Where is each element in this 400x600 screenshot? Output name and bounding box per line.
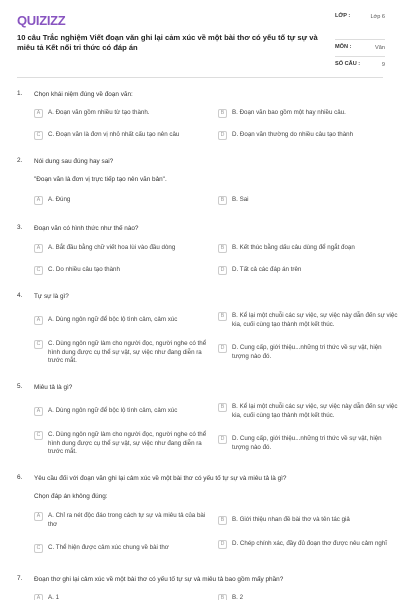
option-b[interactable] — [218, 516, 398, 525]
option-text: C. Thể hiện được cảm xúc chung về bài thơ — [48, 544, 169, 551]
option-a[interactable] — [34, 316, 214, 325]
option-letter: A — [34, 407, 43, 416]
question-text: Chọn khái niệm đúng về đoạn văn: — [34, 91, 133, 98]
option-text: A. Đoạn văn gồm nhiều từ tạo thành. — [48, 109, 150, 116]
question-count-value: 9 — [381, 62, 385, 68]
option-text: B. Sai — [232, 196, 249, 203]
option-text: D. Chép chính xác, đầy đủ đoạn thơ được nêu cảm nghĩ — [232, 540, 388, 547]
option-d[interactable] — [218, 540, 398, 549]
question-number: 7. — [17, 575, 23, 582]
subject-value: Văn — [375, 45, 385, 51]
option-b[interactable] — [218, 312, 398, 329]
option-c[interactable] — [34, 266, 214, 275]
grade-label: LỚP : — [335, 13, 351, 19]
grade-value: Lớp 6 — [370, 14, 385, 20]
option-letter: C — [34, 131, 43, 140]
option-a[interactable] — [34, 109, 214, 118]
option-letter: A — [34, 109, 43, 118]
option-text: A. Dùng ngôn ngữ để bộc lộ tình cảm, cảm xúc — [48, 407, 178, 414]
option-text: C. Do nhiều câu tạo thành — [48, 266, 120, 273]
worksheet-title: 10 câu Trắc nghiệm Viết đoạn văn ghi lại cảm xúc về một bài thơ có yếu tố tự sự và miêu tả Kết nối tri thức có đáp án — [17, 33, 318, 52]
question-number: 2. — [17, 157, 23, 164]
option-text: B. Kể lại một chuỗi các sự việc, sự việc này dẫn đến sự việc kia, cuối cùng tạo thành một kết thúc. — [232, 403, 398, 419]
option-d[interactable] — [218, 344, 398, 361]
option-text: D. Cung cấp, giới thiệu...những tri thức về sự vật, hiện tượng nào đó. — [232, 435, 382, 451]
option-letter: D — [218, 540, 227, 549]
question-subtext: "Đoạn văn là đơn vị trực tiếp tạo nên văn bản". — [34, 176, 167, 183]
option-letter: D — [218, 266, 227, 275]
option-text: D. Tất cả các đáp án trên — [232, 266, 302, 273]
option-d[interactable] — [218, 435, 398, 452]
option-b[interactable] — [218, 244, 398, 253]
option-letter: C — [34, 340, 43, 349]
question-text: Yêu cầu đối với đoạn văn ghi lại cảm xúc về một bài thơ có yếu tố tự sự và miêu tả là gì? — [34, 475, 287, 482]
question-number: 4. — [17, 292, 23, 299]
option-text: C. Đoạn văn là đơn vị nhỏ nhất cấu tạo nên câu — [48, 131, 180, 138]
option-letter: C — [34, 431, 43, 440]
option-c[interactable] — [34, 131, 214, 140]
option-a[interactable] — [34, 196, 214, 205]
quizizz-logo: QUIZIZZ — [17, 13, 66, 28]
option-b[interactable] — [218, 109, 398, 118]
question-subtext: Chọn đáp án không đúng: — [34, 493, 108, 500]
question-number: 1. — [17, 90, 23, 97]
option-text: D. Cung cấp, giới thiệu...những tri thức về sự vật, hiện tượng nào đó. — [232, 344, 382, 360]
option-text: A. 1 — [48, 594, 60, 600]
option-letter: A — [34, 316, 43, 325]
option-text: B. Kết thúc bằng dấu câu dùng để ngắt đoạn — [232, 244, 355, 251]
question-text: Đoạn thơ ghi lại cảm xúc về một bài thơ có yếu tố tự sự và miêu tả bao gồm mấy phần? — [34, 576, 284, 583]
option-a[interactable] — [34, 407, 214, 416]
option-d[interactable] — [218, 266, 398, 275]
question-number: 6. — [17, 474, 23, 481]
option-letter: D — [218, 131, 227, 140]
option-text: B. Giới thiệu nhan đề bài thơ và tên tác giả — [232, 516, 350, 523]
option-text: A. Chỉ ra nét độc đáo trong cách tự sự và miêu tả của bài thơ — [48, 512, 206, 528]
option-letter: D — [218, 344, 227, 353]
question-text: Miêu tả là gì? — [34, 384, 73, 391]
question-text: Đoạn văn có hình thức như thế nào? — [34, 225, 139, 232]
header-divider — [17, 77, 383, 78]
option-c[interactable] — [34, 340, 214, 366]
worksheet-meta — [335, 13, 385, 73]
option-letter: C — [34, 266, 43, 275]
option-a[interactable] — [34, 512, 214, 529]
subject-label: MÔN : — [335, 44, 352, 50]
option-letter: C — [34, 544, 43, 553]
question-number: 3. — [17, 224, 23, 231]
question-count-label: SỐ CÂU : — [335, 61, 361, 67]
option-text: A. Bắt đầu bằng chữ viết hoa lùi vào đầu dòng — [48, 244, 176, 251]
option-letter: B — [218, 196, 227, 205]
option-text: C. Dùng ngôn ngữ làm cho người đọc, người nghe có thể hình dung được cụ thể sự vật, sự việc như đang diễn ra trước mắt. — [48, 431, 207, 455]
option-text: B. 2 — [232, 594, 244, 600]
option-letter: A — [34, 196, 43, 205]
option-b[interactable] — [218, 196, 398, 205]
option-b[interactable] — [218, 594, 398, 600]
option-letter: A — [34, 244, 43, 253]
option-letter: B — [218, 594, 227, 600]
option-text: D. Đoạn văn thường do nhiều câu tạo thành — [232, 131, 354, 138]
option-text: A. Đúng — [48, 196, 71, 203]
option-letter: B — [218, 516, 227, 525]
option-a[interactable] — [34, 244, 214, 253]
option-d[interactable] — [218, 131, 398, 140]
option-a[interactable] — [34, 594, 214, 600]
option-letter: B — [218, 403, 227, 412]
option-c[interactable] — [34, 544, 214, 553]
question-number: 5. — [17, 383, 23, 390]
option-letter: B — [218, 244, 227, 253]
option-letter: B — [218, 312, 227, 321]
option-letter: A — [34, 594, 43, 600]
option-b[interactable] — [218, 403, 398, 420]
option-letter: D — [218, 435, 227, 444]
option-text: C. Dùng ngôn ngữ làm cho người đọc, người nghe có thể hình dung được cụ thể sự vật, sự việc như đang diễn ra trước mắt. — [48, 340, 207, 364]
option-text: A. Dùng ngôn ngữ để bộc lộ tình cảm, cảm xúc — [48, 316, 178, 323]
question-text: Tự sự là gì? — [34, 293, 69, 300]
question-text: Nói dung sau đúng hay sai? — [34, 158, 114, 165]
option-text: B. Đoạn văn bao gồm một hay nhiều câu. — [232, 109, 346, 116]
option-c[interactable] — [34, 431, 214, 457]
option-letter: A — [34, 512, 43, 521]
option-text: B. Kể lại một chuỗi các sự việc, sự việc này dẫn đến sự việc kia, cuối cùng tạo thành một kết thúc. — [232, 312, 398, 328]
option-letter: B — [218, 109, 227, 118]
